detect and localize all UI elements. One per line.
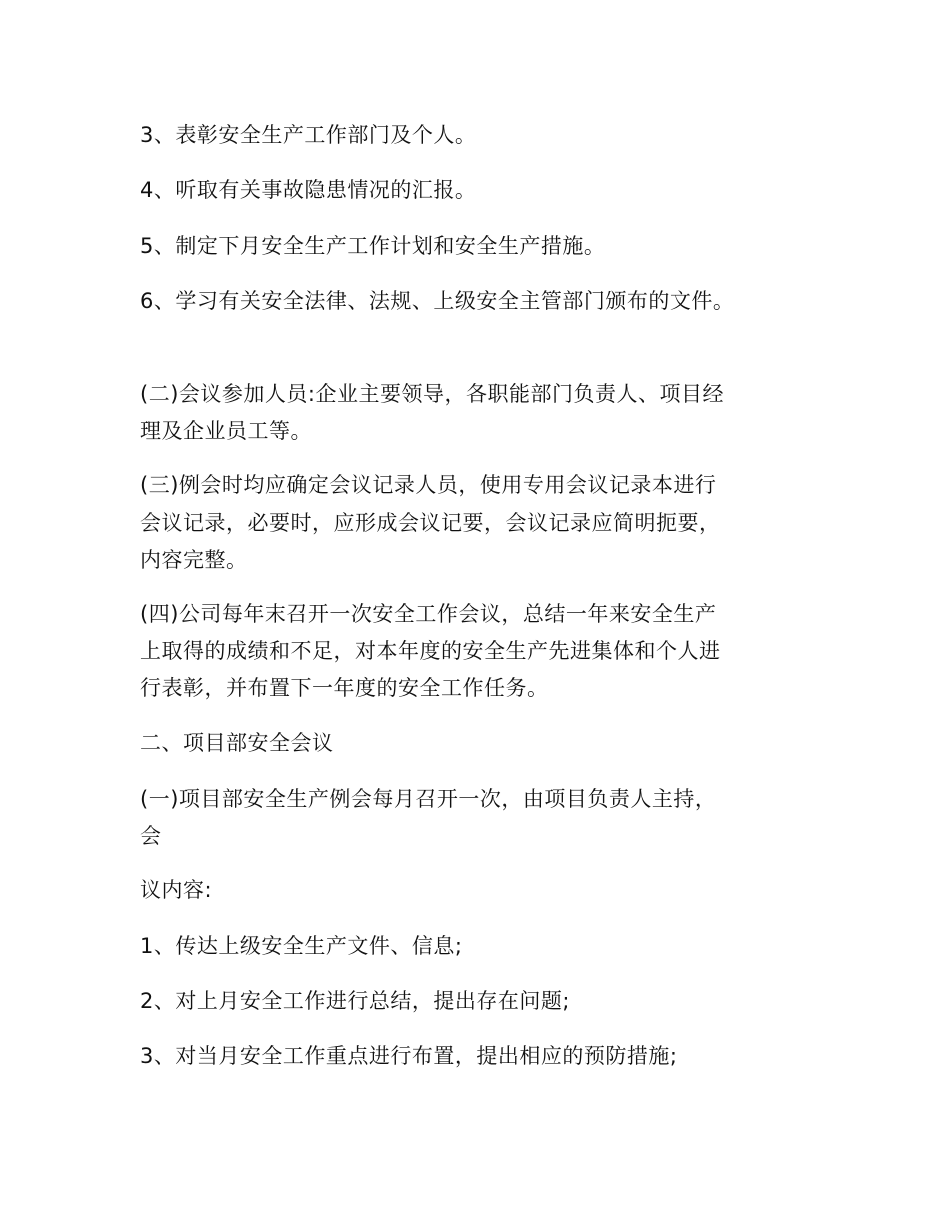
text-line: (一)项目部安全生产例会每月召开一次，由项目负责人主持，: [140, 787, 717, 811]
text-line: 2、对上月安全工作进行总结，提出存在问题;: [140, 989, 570, 1013]
text-line: (四)公司每年末召开一次安全工作会议，总结一年来安全生产: [140, 602, 717, 626]
text-line: 内容完整。: [140, 548, 248, 572]
text-line: 上取得的成绩和不足，对本年度的安全生产先进集体和个人进: [140, 639, 721, 663]
text-line: 3、表彰安全生产工作部门及个人。: [140, 123, 477, 147]
text-line: (二)会议参加人员:企业主要领导，各职能部门负责人、项目经: [140, 382, 724, 406]
text-line: (三)例会时均应确定会议记录人员，使用专用会议记录本进行: [140, 473, 717, 497]
text-line: 6、学习有关安全法律、法规、上级安全主管部门颁布的文件。: [140, 289, 735, 313]
text-line: 行表彰，并布置下一年度的安全工作任务。: [140, 676, 549, 700]
text-line: 4、听取有关事故隐患情况的汇报。: [140, 178, 477, 202]
text-line: 理及企业员工等。: [140, 419, 312, 443]
text-line: 会: [140, 824, 162, 848]
text-line: 会议记录，必要时，应形成会议记要，会议记录应简明扼要，: [140, 511, 721, 535]
text-line: 5、制定下月安全生产工作计划和安全生产措施。: [140, 234, 606, 258]
text-line: 3、对当月安全工作重点进行布置，提出相应的预防措施;: [140, 1044, 678, 1068]
text-line: 1、传达上级安全生产文件、信息;: [140, 934, 463, 958]
text-line: 议内容:: [140, 878, 213, 902]
section-heading: 二、项目部安全会议: [140, 731, 334, 755]
